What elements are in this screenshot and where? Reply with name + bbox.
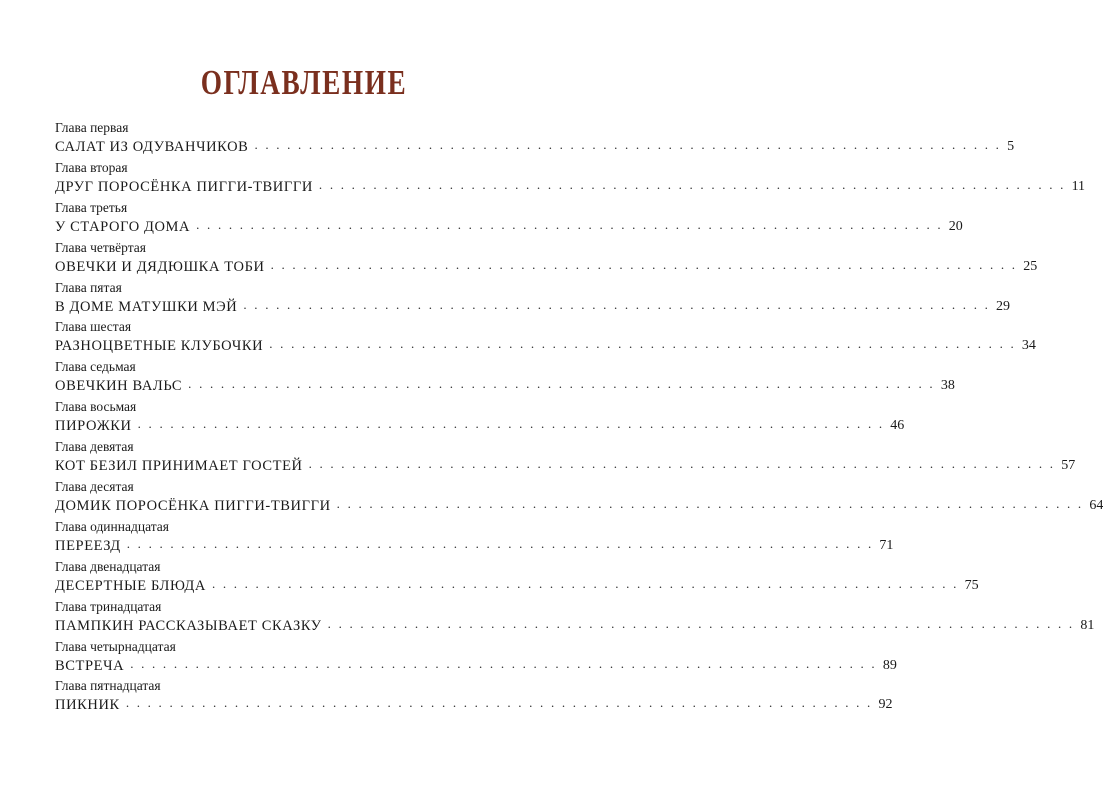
toc-entry xyxy=(55,319,1036,359)
page-number: 71 xyxy=(879,537,894,553)
dot-leader: . . . . . . . . . . . . . . . . . . . . . . . . . . . . . . . . . . . . . . . . . . . . . . . . . . . . . . . . . . . . . . . . . . . . . xyxy=(211,575,959,591)
page-number: 29 xyxy=(996,298,1011,314)
table-of-contents xyxy=(55,120,1103,718)
toc-entry xyxy=(55,439,1076,479)
chapter-label: Глава четырнадцатая xyxy=(55,638,176,654)
toc-entry xyxy=(55,479,1103,519)
chapter-title: ДЕСЕРТНЫЕ БЛЮДА xyxy=(55,577,206,594)
page-number: 46 xyxy=(890,418,905,434)
chapter-label: Глава двенадцатая xyxy=(55,558,161,574)
toc-row xyxy=(55,416,905,435)
chapter-label: Глава девятая xyxy=(55,439,134,455)
page-number: 75 xyxy=(964,577,979,593)
toc-row xyxy=(55,336,1036,355)
chapter-title: В ДОМЕ МАТУШКИ МЭЙ xyxy=(55,298,238,315)
chapter-label: Глава тринадцатая xyxy=(55,598,162,614)
page-number: 38 xyxy=(940,378,955,394)
toc-entry xyxy=(55,558,979,599)
page-number: 81 xyxy=(1080,617,1095,633)
toc-row xyxy=(55,376,955,395)
toc-row xyxy=(55,296,1011,316)
toc-row xyxy=(55,176,1086,196)
toc-row xyxy=(55,256,1038,276)
chapter-title: ОВЕЧКИН ВАЛЬС xyxy=(55,378,183,395)
chapter-label: Глава вторая xyxy=(55,159,128,175)
toc-row xyxy=(55,655,897,675)
chapter-label: Глава пятнадцатая xyxy=(55,678,161,694)
chapter-title: ПИРОЖКИ xyxy=(55,418,132,435)
chapter-title: САЛАТ ИЗ ОДУВАНЧИКОВ xyxy=(55,139,249,155)
dot-leader: . . . . . . . . . . . . . . . . . . . . . . . . . . . . . . . . . . . . . . . . . . . . . . . . . . . . . . . . . . . . . . . . . . . . . xyxy=(269,336,1016,352)
page-number: 25 xyxy=(1023,258,1038,274)
toc-entry xyxy=(55,399,905,439)
dot-leader: . . . . . . . . . . . . . . . . . . . . . . . . . . . . . . . . . . . . . . . . . . . . . . . . . . . . . . . . . . . . . . . . . . . . . xyxy=(188,376,935,392)
dot-leader: . . . . . . . . . . . . . . . . . . . . . . . . . . . . . . . . . . . . . . . . . . . . . . . . . . . . . . . . . . . . . . . . . . . . . xyxy=(270,256,1018,272)
chapter-title: ОВЕЧКИ И ДЯДЮШКА ТОБИ xyxy=(55,258,265,275)
toc-row xyxy=(55,575,979,595)
toc-entry xyxy=(55,279,1011,320)
chapter-label: Глава четвёртая xyxy=(55,239,146,255)
chapter-title: КОТ БЕЗИЛ ПРИНИМАЕТ ГОСТЕЙ xyxy=(55,458,303,475)
toc-entry xyxy=(55,159,1086,200)
toc-row xyxy=(55,535,894,555)
toc-entry xyxy=(55,598,1095,639)
toc-row xyxy=(55,496,1103,515)
chapter-title: ПАМПКИН РАССКАЗЫВАЕТ СКАЗКУ xyxy=(55,617,322,634)
chapter-label: Глава пятая xyxy=(55,279,122,295)
toc-row xyxy=(55,695,893,714)
toc-row xyxy=(55,456,1076,475)
chapter-label: Глава одиннадцатая xyxy=(55,518,169,534)
chapter-title: ПЕРЕЕЗД xyxy=(55,537,121,554)
chapter-title: ВСТРЕЧА xyxy=(55,657,125,674)
toc-entry xyxy=(55,638,897,679)
chapter-label: Глава первая xyxy=(55,120,129,135)
toc-entry xyxy=(55,239,1038,280)
dot-leader: . . . . . . . . . . . . . . . . . . . . . . . . . . . . . . . . . . . . . . . . . . . . . . . . . . . . . . . . . . . . . . . . . . . . . xyxy=(308,456,1056,472)
dot-leader: . . . . . . . . . . . . . . . . . . . . . . . . . . . . . . . . . . . . . . . . . . . . . . . . . . . . . . . . . . . . . . . . . . . . . xyxy=(196,216,943,232)
dot-leader: . . . . . . . . . . . . . . . . . . . . . . . . . . . . . . . . . . . . . . . . . . . . . . . . . . . . . . . . . . . . . . . . . . . . . xyxy=(336,496,1084,512)
dot-leader: . . . . . . . . . . . . . . . . . . . . . . . . . . . . . . . . . . . . . . . . . . . . . . . . . . . . . . . . . . . . . . . . . . . . . xyxy=(130,655,877,671)
toc-entry xyxy=(55,199,963,240)
chapter-title: У СТАРОГО ДОМА xyxy=(55,218,191,235)
chapter-label: Глава десятая xyxy=(55,479,134,495)
toc-row xyxy=(55,615,1095,635)
toc-row xyxy=(55,216,963,236)
chapter-title: ПИКНИК xyxy=(55,697,120,714)
page-number: 5 xyxy=(1007,139,1015,154)
chapter-title: ДОМИК ПОРОСЁНКА ПИГГИ-ТВИГГИ xyxy=(55,498,331,515)
chapter-label: Глава шестая xyxy=(55,319,132,335)
chapter-label: Глава восьмая xyxy=(55,399,137,415)
dot-leader: . . . . . . . . . . . . . . . . . . . . . . . . . . . . . . . . . . . . . . . . . . . . . . . . . . . . . . . . . . . . . . . . . . . . . xyxy=(137,416,885,432)
chapter-label: Глава седьмая xyxy=(55,359,136,375)
chapter-label: Глава третья xyxy=(55,199,128,215)
toc-entry xyxy=(55,359,955,399)
dot-leader: . . . . . . . . . . . . . . . . . . . . . . . . . . . . . . . . . . . . . . . . . . . . . . . . . . . . . . . . . . . . . . . . . . . . . xyxy=(126,535,874,551)
dot-leader: . . . . . . . . . . . . . . . . . . . . . . . . . . . . . . . . . . . . . . . . . . . . . . . . . . . . . . . . . . . . . . . . . . . . . xyxy=(327,615,1075,631)
page-number: 89 xyxy=(882,657,897,673)
page-number: 11 xyxy=(1071,178,1086,194)
toc-entry xyxy=(55,518,894,559)
page-title: ОГЛАВЛЕНИЕ xyxy=(200,63,408,102)
toc-entry xyxy=(55,678,893,718)
page-number: 34 xyxy=(1021,338,1036,354)
page-number: 57 xyxy=(1061,458,1076,474)
page-number: 92 xyxy=(878,697,893,713)
chapter-title: ДРУГ ПОРОСЁНКА ПИГГИ-ТВИГГИ xyxy=(55,178,313,195)
toc-row xyxy=(55,137,1015,156)
page-number: 64 xyxy=(1089,498,1103,514)
chapter-title: РАЗНОЦВЕТНЫЕ КЛУБОЧКИ xyxy=(55,338,264,355)
toc-entry xyxy=(55,120,1015,160)
dot-leader: . . . . . . . . . . . . . . . . . . . . . . . . . . . . . . . . . . . . . . . . . . . . . . . . . . . . . . . . . . . . . . . . . . . . . xyxy=(318,176,1066,192)
dot-leader: . . . . . . . . . . . . . . . . . . . . . . . . . . . . . . . . . . . . . . . . . . . . . . . . . . . . . . . . . . . . . . . . . . . . . xyxy=(243,296,991,312)
dot-leader: . . . . . . . . . . . . . . . . . . . . . . . . . . . . . . . . . . . . . . . . . . . . . . . . . . . . . . . . . . . . . . . . . . . . . xyxy=(125,695,873,711)
dot-leader: . . . . . . . . . . . . . . . . . . . . . . . . . . . . . . . . . . . . . . . . . . . . . . . . . . . . . . . . . . . . . . . . . . . . . xyxy=(254,137,1002,152)
page-number: 20 xyxy=(948,218,963,234)
